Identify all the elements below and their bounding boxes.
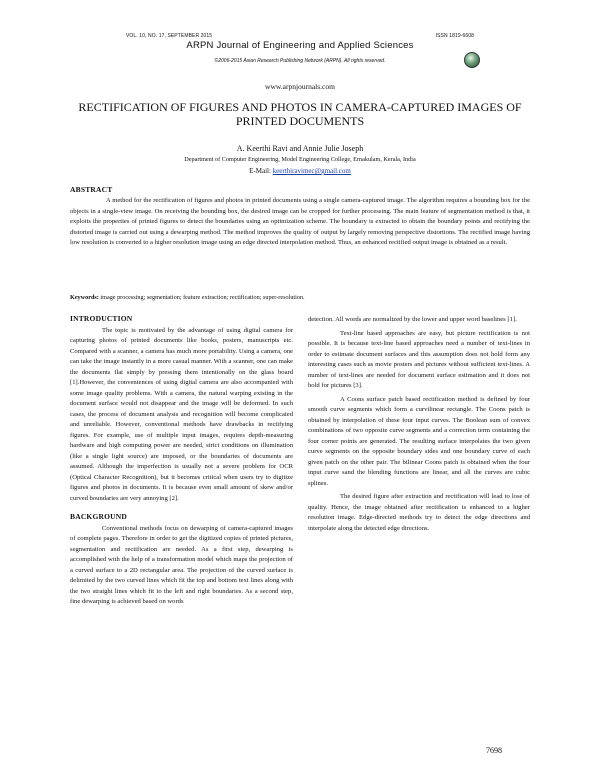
paragraph-coons-patch: A Coons surface patch based rectification method is defined by four smooth curve segments which form a curvilinear rectangle. The Coons patch is obtained by interpolation of these four input curves. The Boolean sum of convex combinations of two opposite curve segments and a correction term containing the four corner points are generated. The resulting surface interpolates the two given curve segments on the opposite boundary sides and one boundary curve of each given patch on the other pair. The bilinear Coons patch is obtained when the four input curve sand the blending functions are linear, and all the curves are cubic splines. bbox=[308, 395, 530, 487]
left-column bbox=[70, 314, 293, 608]
abstract-text: A method for the rectification of figures and photos in printed documents using a single camera-captured image. The algorithm requires a bounding box for the objects in a single-view image. On receiving the bounding box, the desired image can be cropped for further processing. The main feature of segmentation method is that, it exploits the properties of printed figures to detect the boundaries using an optimization scheme. The boundary is extracted to obtain the boundary points and rectifying the distorted image is carried out using a dewarping method. The method improves the quality of output by largely removing perspective distortions. The rectified image having low resolution is converted to a higher resolution image using an edge directed interpolation method. Thus, an enhanced rectified output image is obtained as a result. bbox=[70, 197, 530, 247]
issn: ISSN 1819-6608 bbox=[435, 33, 474, 39]
paper-title: RECTIFICATION OF FIGURES AND PHOTOS IN CAMERA-CAPTURED IMAGES OF PRINTED DOCUMENTS bbox=[78, 100, 522, 128]
volume-issn-line bbox=[126, 33, 474, 39]
abstract-heading: ABSTRACT bbox=[70, 185, 113, 194]
paragraph-text-line-approaches: Text-line based approaches are easy, but picture rectification is not possible. It is because text-line based approaches need a number of text-lines in order to estimate document surfaces and this assumption does not hold form any interesting cases such as movie posters and pictures without sufficient text-lines. A number of text-lines are needed for document surface estimation and it does not hold for pictures [3]. bbox=[308, 329, 530, 389]
page-number: 7698 bbox=[486, 746, 502, 755]
introduction-heading: INTRODUCTION bbox=[70, 314, 133, 323]
keywords-label: Keywords: bbox=[70, 294, 99, 301]
author-affiliation: Department of Computer Engineering, Model Engineering College, Ernakulam, Kerala, India bbox=[184, 156, 416, 163]
copyright-line: ©2006-2015 Asian Research Publishing Network (ARPN). All rights reserved. bbox=[214, 58, 386, 64]
journal-url: www.arpnjournals.com bbox=[265, 82, 335, 91]
paper-authors: A. Keerthi Ravi and Annie Julie Joseph bbox=[236, 144, 364, 153]
right-column bbox=[308, 315, 530, 534]
background-text: Conventional methods focus on dewarping of camera-captured images of complete pages. Therefore in order to get the digitized copies of printed pictures, segmentation and rectification are needed. As a first step, dewarping is accomplished with the help of a transformation model which maps the projection of a curved surface to a 2D rectangular area. The projection of the curved surface is delimited by the two curved lines which fit the top and bottom text lines along with the two straight lines which fit to the left and right boundaries. As a second step, fine dewarping is achieved based on words bbox=[70, 524, 293, 605]
keywords-line bbox=[70, 294, 530, 301]
background-heading: BACKGROUND bbox=[70, 512, 128, 521]
journal-name: ARPN Journal of Engineering and Applied Sciences bbox=[186, 40, 414, 51]
email-link[interactable]: keerthiravimec@gmail.com bbox=[272, 167, 351, 175]
email-label: E-Mail: bbox=[249, 167, 271, 175]
keywords-text: image processing; segmentation; feature extraction; rectification; super-resolution. bbox=[100, 294, 305, 301]
journal-logo-icon bbox=[464, 52, 480, 68]
volume-info: VOL. 10, NO. 17, SEPTEMBER 2015 bbox=[126, 33, 213, 39]
author-email-line bbox=[0, 167, 600, 175]
paragraph-resolution-enhancement: The desired figure after extraction and rectification will lead to lose of quality. Hence, the image obtained after rectification is enhanced to a higher resolution image. Edge-directed methods try to detect the edge directions and interpolate along the detected edge directions. bbox=[308, 493, 530, 532]
introduction-text: The topic is motivated by the advantage of using digital camera for capturing photos of printed documents like books, posters, manuscripts etc. Compared with a scanner, a camera has much more portability. Using a camera, one can take the image instantly in a more casual manner. With a scanner, one can make the documents flat simply by pressing them intentionally on the glass board [1].However, the conveniences of using digital camera are also accompanied with some image quality problems. With a camera, the natural warping existing in the document surface would not disappear and the image will be deformed. In such cases, the process of document analysis and recognition will become complicated and unreliable. However, conventional methods have drawbacks in rectifying figures. For example, use of multiple input images, requires depth-measuring hardware and high computing power are needed, strict conditions on illumination (like a single light source) are imposed, or the boundaries of documents are assumed. Although the imperfection is usually not a severe problem for OCR (Optical Character Recognition), but it becomes critical when users try to digitize figures and photos in documents. It is because even small amount of skew and/or curved boundaries are very annoying [2]. bbox=[70, 326, 293, 502]
paragraph-continued: detection. All words are normalized by the lower and upper word baselines [1]. bbox=[308, 316, 517, 323]
